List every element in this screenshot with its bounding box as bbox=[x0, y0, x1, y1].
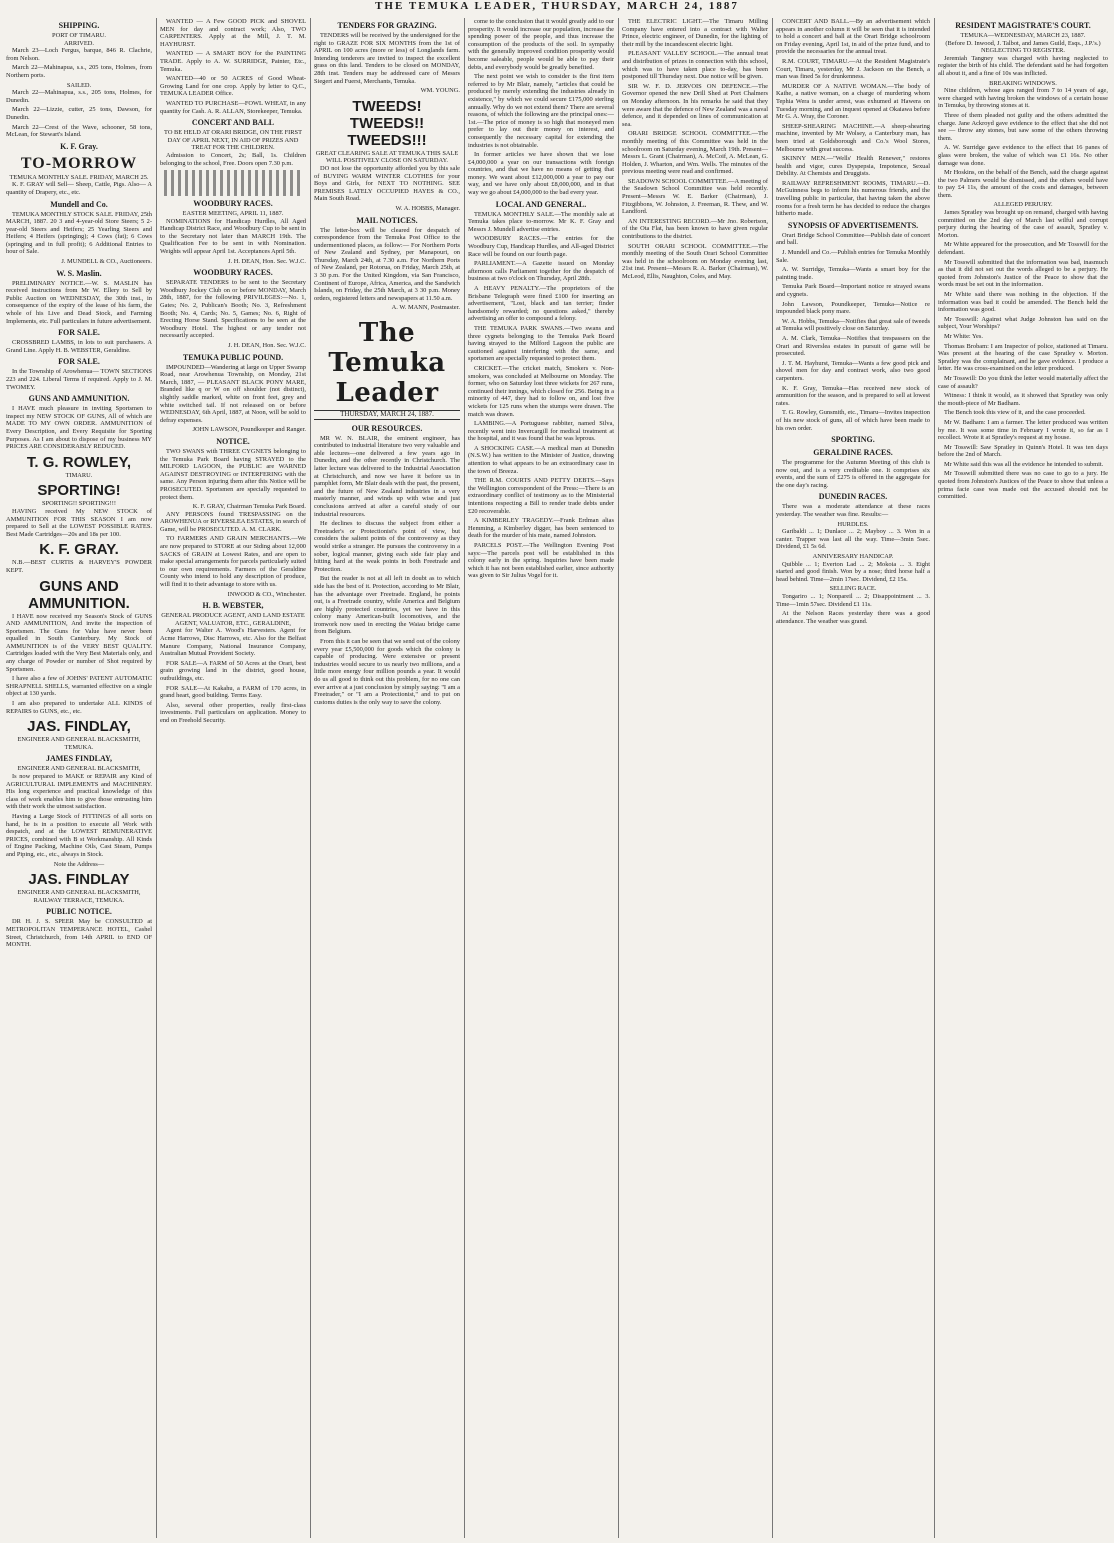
paragraph: K. F. GRAY will Sell— Sheep, Cattle, Pigs. Also— A quantity of Drapery, etc., etc. bbox=[6, 181, 152, 196]
subheading: ANNIVERSARY HANDICAP. bbox=[812, 553, 894, 561]
paragraph: IMPOUNDED—Wandering at large on Upper Swamp Road, near Arowhenua Township, on Monday, 21st March, 1887, — PLEASANT BLACK PONY MARE, Branded like q or W on off shoulder (not distinct), slightly saddle marked, white on front feet, grey and white switched tail. If not released on or before WEDNESDAY, 6th April, 1887, at Noon, will be sold to defray expenses. bbox=[160, 363, 306, 424]
paragraph: Also, several other properties, really first-class investments. Full particulars on application. Money to end on Freehold Security. bbox=[160, 701, 306, 724]
column-1 bbox=[6, 18, 152, 1538]
paragraph: There was a moderate attendance at these races yesterday. The weather was fine. Results:— bbox=[776, 503, 930, 519]
paragraph: MURDER OF A NATIVE WOMAN.—The body of Kaihe, a native woman, on a charge of murdering whom Tephia Wera is under arrest, was exhumed at Hawera on Tuesday morning, and an inquest opened at Okaiawa before Mr G. A. Wray, the Coroner. bbox=[776, 82, 930, 121]
paragraph: The Bench took this view of it, and the case proceeded. bbox=[944, 409, 1086, 417]
display-heading: K. F. GRAY. bbox=[39, 541, 119, 559]
heading: LOCAL AND GENERAL. bbox=[495, 199, 587, 209]
paragraph: March 23—Loch Fergus, barque, 846 R. Clachrie, from Nelson. bbox=[6, 47, 152, 62]
subheading: NEGLECTING TO REGISTER. bbox=[980, 47, 1066, 55]
subheading: TEMUKA MONTHLY SALE. FRIDAY, MARCH 25. bbox=[9, 173, 149, 181]
heading: GERALDINE RACES. bbox=[813, 448, 893, 458]
paragraph: J. Mundell and Co.—Publish entries for Temuka Monthly Sale. bbox=[776, 249, 930, 264]
subheading: BREAKING WINDOWS. bbox=[989, 79, 1057, 87]
paragraph: WANTED TO PURCHASE—FOWL WHEAT, in any quantity for Cash. A. R. ALLAN, Storekeeper, Temuka. bbox=[160, 99, 306, 115]
signature: K. F. GRAY, Chairman Temuka Park Board. bbox=[192, 503, 306, 511]
paragraph: Mr Tosswill: Against what Judge Johnston has said on the subject, Your Worships? bbox=[938, 315, 1108, 331]
signature: J. MUNDELL & CO., Auctioneers. bbox=[61, 258, 152, 266]
paragraph: Nine children, whose ages ranged from 7 to 14 years of age, were charged with having broken the windows of a certain house in Temuka, by throwing stones at it. bbox=[938, 87, 1108, 110]
paragraph: MR W. N. BLAIR, the eminent engineer, has contributed to industrial literature two very valuable and able lectures—one delivered a few years ago in Dunedin, and the other recently in Christchurch. The latter lecture was delivered to the Industrial Association at Christchurch, and now we have it before us in pamphlet form, Mr Blair deals with the past, the present, and the future of New Zealand industries in a very masterly manner, and winds up with wise and just conclusions arrived at after a careful study of our industrial resources. bbox=[314, 434, 460, 518]
heading: SHIPPING. bbox=[58, 21, 100, 30]
column-2 bbox=[160, 18, 306, 1538]
signature: A. W. MANN, Postmaster. bbox=[391, 304, 460, 312]
paragraph: come to the conclusion that it would greatly add to our prosperity. It would increase our population, increase the spending power of the people, and thus increase the consumption of the products of the soil. In sympathy with the generally improved condition prosperity would become saleable, people would be able to pay their debts, and everybody would be greatly benefited. bbox=[468, 18, 614, 71]
paragraph: James Spratley was brought up on remand, charged with having committed on the 2nd day of March last wilful and corrupt perjury during the hearing of the case of assault, Spratley v. Morton. bbox=[938, 209, 1108, 239]
column-rule bbox=[934, 18, 935, 1538]
paragraph: Mr White appeared for the prosecution, and Mr Tosswill for the defendant. bbox=[938, 241, 1108, 257]
signature: J. H. DEAN, Hon. Sec. W.J.C. bbox=[228, 257, 306, 265]
paragraph: A HEAVY PENALTY.—The proprietors of the Brisbane Telegraph were fined £100 for inserting an advertisement, "Lost, black and tan terrier; finder handsomely rewarded; no questions asked," thereby advertising an offer to compound a felony. bbox=[468, 285, 614, 323]
paragraph: ANY PERSONS found TRESPASSING on the AROWHENUA or RIVERSLEA ESTATES, in search of Game, will be PROSECUTED. A. M. CLARK. bbox=[160, 510, 306, 533]
paragraph: SHEEP-SHEARING MACHINE.—A sheep-shearing machine, invented by Mr Wolsey, a Canterbury man, has been tried at Goldsborough and Co.'s Wool Stores, Melbourne with great success. bbox=[776, 122, 930, 153]
subheading: SPORTING!! SPORTING!!! bbox=[42, 500, 116, 508]
paragraph: DO not lose the opportunity afforded you by this sale of BUYING WARM WINTER CLOTHES for your Boys and Girls, for NEXT TO NOTHING. SEE PREMISES LATELY OCCUPIED HAYES & CO., Main South Road. bbox=[314, 164, 460, 203]
paragraph: The next point we wish to consider is the first item referred to by Mr Blair, namely, "articles that could be produced by merely extending the industries already in existence," by which we could secure £175,000 sterling annually. Why do we not extend them? There are several reasons, of which the following are the principal ones:—1st.—The price of money is so high that moneyed men prefer to lay out their money on interest, and consequently the necessary capital for extending the industries is not obtainable. bbox=[468, 73, 614, 149]
subheading: ENGINEER AND GENERAL BLACKSMITH, bbox=[17, 765, 141, 773]
heading: CONCERT AND BALL bbox=[191, 118, 275, 128]
subheading: SAILED. bbox=[66, 81, 92, 89]
paragraph: Mr Tosswill: Do you think the letter would materially affect the case of assault? bbox=[938, 374, 1108, 390]
paragraph: A SHOCKING CASE.—A medical man at Dunedin (N.S.W.) has written to the Minister of Justice, drawing attention to what appears to be an extraordinary case in the town of Breeza. bbox=[468, 444, 614, 475]
paragraph: PARCELS POST.—The Wellington Evening Post says:—The parcels post will be established in this colony early in the spring. Inquiries have been made which it has not been established earlier, since authority was given to Sir Julius Vogel for it. bbox=[468, 542, 614, 580]
subheading: EASTER MEETING, APRIL 11, 1887. bbox=[182, 210, 284, 218]
subheading: SELLING RACE. bbox=[829, 585, 877, 593]
subheading: ENGINEER AND GENERAL BLACKSMITH, TEMUKA. bbox=[17, 736, 141, 751]
paragraph: HAVING received My NEW STOCK of AMMUNITION FOR THIS SEASON I am now prepared to Sell at the LOWEST POSSIBLE RATES. Best Made Cartridges—20s and 18s per 100. bbox=[6, 507, 152, 538]
signature: JOHN LAWSON, Poundkeeper and Ranger. bbox=[192, 426, 306, 434]
heading: JAMES FINDLAY, bbox=[45, 754, 113, 764]
heading: TEMUKA PUBLIC POUND. bbox=[182, 352, 284, 362]
paragraph: March 22—Mahinapua, s.s., 205 tons, Holmes, from Northern ports. bbox=[6, 64, 152, 79]
paragraph: In former articles we have shown that we lose £4,000,000 a year on our transactions with foreign countries, and that we have no means of getting that money. We want about £12,000,000 a year to pay our way, and we have only about £8,000,000, and in that way we go about £4,000,000 to the bad every year. bbox=[468, 151, 614, 197]
signature: W. A. HOBBS, Manager. bbox=[395, 204, 460, 212]
paragraph: In the Township of Arowhenua— TOWN SECTIONS 223 and 224. Liberal Terms if required. Apply to J. M. TWOMEY. bbox=[6, 368, 152, 391]
paragraph: SOUTH ORARI SCHOOL COMMITTEE.—The monthly meeting of the South Orari School Committee was held in the schoolroom on Monday evening last, 21st inst. Present—Messrs R. A. Barker (Chairman), W. McLeod, Ellis, Naughton, Coles, and May. bbox=[622, 242, 768, 280]
paragraph: THE TEMUKA PARK SWANS.—Two swans and three cygnets belonging to the Temuka Park Board having strayed to the Milford Lagoon the public are cautioned against interfering with the same, and sportsmen are specially requested to protect them. bbox=[468, 324, 614, 363]
subheading: TEMUKA—WEDNESDAY, MARCH 23, 1887. bbox=[960, 32, 1086, 39]
column-rule bbox=[464, 18, 465, 1538]
column-rule bbox=[772, 18, 773, 1538]
paragraph: I HAVE now received my Season's Stock of GUNS AND AMMUNITION, And invite the inspection of Sportsmen. The Guns for Value have never been equalled in South Canterbury. My Stock of AMMUNITION is of the VERY BEST QUALITY. Cartridges loaded with the Very Best Materials only, and any charge of Powder or number of Shot required by Sportsmen. bbox=[6, 612, 152, 673]
paragraph: SEADOWN SCHOOL COMMITTEE.—A meeting of the Seadown School Committee was held recently. Present—Messrs W. E. Barker (Chairman), J. Fitzgibbons, W. Johnston, J. Freeman, R. Thew, and W. Landford. bbox=[622, 177, 768, 216]
newspaper-title: The Temuka Leader bbox=[328, 318, 446, 409]
paragraph: TENDERS will be received by the undersigned for the right to GRAZE FOR SIX MONTHS from the 1st of APRIL on 100 acres (more or less) of Longlands farm. Intending tenderers are invited to inspect the excellent grass on this land. Tenders to be closed on MONDAY, 28th inst. Tenders may be addressed care of Messrs Siegert and Fuerst, Merchants, Temuka. bbox=[314, 32, 460, 85]
paragraph: CROSSBRED LAMBS, in lots to suit purchasers. A Grand Line. Apply H. B. WEBSTER, Geraldine. bbox=[6, 339, 152, 354]
heading: DUNEDIN RACES. bbox=[818, 492, 888, 502]
subheading: TO BE HELD AT ORARI BRIDGE, ON THE FIRST DAY OF APRIL NEXT, IN AID OF PRIZES AND TREAT FOR THE CHILDREN. bbox=[164, 129, 302, 152]
column-3 bbox=[314, 18, 460, 1538]
paragraph: J. T. M. Hayhurst, Temuka—Wants a few good pick and shovel men for day and contract work, also two good carpenters. bbox=[776, 359, 930, 382]
paragraph: Admission to Concert, 2s; Ball, 1s. Children belonging to the school, Free. Doors open 7.30 p.m. bbox=[160, 151, 306, 167]
subheading: GREAT CLEARING SALE AT TEMUKA THIS SALE WILL POSITIVELY CLOSE ON SATURDAY. bbox=[315, 149, 459, 165]
paragraph: A. W. Surridge gave evidence to the effect that 16 panes of glass were broken, the value of which was £1 16s. No other damage was done. bbox=[938, 144, 1108, 167]
column-rule bbox=[618, 18, 619, 1538]
paragraph: TEMUKA MONTHLY SALE.—The monthly sale at Temuka takes place to-morrow. Mr K. F. Gray and Messrs J. Mundell advertise entries. bbox=[468, 210, 614, 233]
heading: RESIDENT MAGISTRATE'S COURT. bbox=[955, 21, 1091, 30]
paragraph: WANTED — A SMART BOY for the PAINTING TRADE. Apply to A. W. SURRIDGE, Painter, Etc., Temuka. bbox=[160, 50, 306, 73]
paragraph: John Lawson, Poundkeeper, Temuka—Notice re impounded black pony mare. bbox=[776, 300, 930, 316]
paragraph: THE R.M. COURTS AND PETTY DEBTS.—Says the Wellington correspondent of the Press:—There is an extraordinary conflict of testimony as to the Ministerial intentions respecting a Bill to render trade debts under £20 recoverable. bbox=[468, 477, 614, 515]
paragraph: Three of them pleaded not guilty and the others admitted the charge. Jane Ackroyd gave evidence to the effect that she did not see — throw any stones, but saw some of the others throwing them. bbox=[938, 111, 1108, 142]
subheading: PORT OF TIMARU. bbox=[52, 32, 106, 39]
paragraph: N.B.—BEST CURTIS & HARVEY'S POWDER KEPT. bbox=[6, 559, 152, 574]
paragraph: Mr White said there was nothing in the objection. If the information was bad it could be amended. The Bench held the information was good. bbox=[938, 291, 1108, 314]
paragraph: March 22—Lizzie, cutter, 25 tons, Dawson, for Dunedin. bbox=[6, 106, 152, 121]
display-heading: JAS. FINDLAY bbox=[28, 871, 130, 889]
paragraph: W. A. Hobbs, Temuka—Notifies that great sale of tweeds at Temuka will positively close on Saturday. bbox=[776, 317, 930, 333]
paragraph: Garibaldi ... 1; Dunlace ... 2; Mayboy ... 3. Won in a canter. Trapper was last all the way. Time—3min 5sec. Dividend, £1 5s 6d. bbox=[776, 528, 930, 551]
paragraph: NOMINATIONS for Handicap Hurdles, All Aged Handicap District Race, and Woodbury Cup to be sent in to the Secretary not later than MARCH 19th. The Qualification Fee to be sent in with Nomination. Weights will appear April 1st. Acceptances April 5th. bbox=[160, 217, 306, 256]
heading: FOR SALE. bbox=[58, 328, 100, 338]
paragraph: TO FARMERS AND GRAIN MERCHANTS.—We are now prepared to STORE at our Siding about 12,000 SACKS of GRAIN at Lowest Rates, and are open to make special arrangements for parcels particularly suited to our own requirements. Farmers of the Geraldine County who intend to hold any description of produce, will find it to their advantage to store with us. bbox=[160, 535, 306, 589]
paragraph: Mr Tosswill submitted there was no case to go to a jury. He quoted from Johnston's Justices of the Peace to show that unless a prima facie case was made out the accused should not be committed. bbox=[938, 470, 1108, 501]
paragraph: TWO SWANS with THREE CYGNETS belonging to the Temuka Park Board having STRAYED to the MILFORD LAGOON, the PUBLIC are WARNED AGAINST DESTROYING or INTERFERING with the same. Any Person injuring them after this Notice will be PROSECUTED. Sportsmen are specially requested to protect them. bbox=[160, 447, 306, 501]
column-4 bbox=[468, 18, 614, 1538]
paragraph: LAMBING.—A Portuguese rabbiter, named Silva, recently went into Invercargill for medical treatment at the hospital, and it was found that he was leprous. bbox=[468, 420, 614, 443]
heading: GUNS AND AMMUNITION. bbox=[28, 394, 130, 404]
heading: PUBLIC NOTICE. bbox=[46, 907, 112, 917]
paragraph: The programme for the Autumn Meeting of this club is now out, and is a very creditable one. It comprises six events, and the sum of £275 is offered in the aggregate for the one day's racing. bbox=[776, 459, 930, 489]
heading: WOODBURY RACES. bbox=[193, 268, 273, 278]
paragraph: PRELIMINARY NOTICE.—W. S. MASLIN has received instructions from Mr W. Ellery to Sell by Public Auction on WEDNESDAY, the 30th inst., in consequence of the expiry of the lease of his farm, the whole of his Live and Dead Stock, and Farming Implements, etc. Full particulars in future advertisement. bbox=[6, 279, 152, 325]
paragraph: From this it can be seen that we send out of the colony every year £5,500,000 for goods which the colony is capable of producing. Were extensive or present industries would secure to us nearly two millions, and a little more energy four million pounds a year. It would do us all good to think out this problem, for no one can ever arrive at a just conclusion by simply saying: "I am a Freetrader," or "I am a Protectionist," and to put on customs duties is the only way to save the colony. bbox=[314, 638, 460, 706]
signature: J. H. DEAN, Hon. Sec. W.J.C. bbox=[228, 342, 306, 349]
column-5 bbox=[622, 18, 768, 1538]
heading: SYNOPSIS OF ADVERTISEMENTS. bbox=[787, 220, 919, 230]
paragraph: The letter-box will be cleared for despatch of correspondence from the Temuka Post Office to the undermentioned places, as follow:— For Northern Ports of New Zealand and Sydney, per Manapouri, on Thursday, March 24th, at 7.30 a.m. For Northern Ports of New Zealand, per Rotorua, on Friday, March 25th, at 3 30 p.m. For the United Kingdom, via San Francisco, Continent of Europe, Africa, America, and the Sandwich Islands, on Friday, the 25th March, at 3 30 p.m. Money orders, registered letters and newspapers at 11.50 a.m. bbox=[314, 226, 460, 302]
subheading: ARRIVED. bbox=[64, 39, 94, 47]
paragraph: I HAVE much pleasure in inviting Sportsmen to inspect my NEW STOCK OF GUNS, All of which are MADE TO MY OWN ORDER. AMMUNITION of Every Description, and Every Requisite for Sporting Purposes. As I am about to dispose of my business MY PRICES ARE CONSIDERABLY REDUCED. bbox=[6, 405, 152, 451]
subheading: TIMARU. bbox=[65, 471, 93, 479]
paragraph: R.M. COURT, TIMARU.—At the Resident Magistrate's Court, Timaru, yesterday, Mr J. Jackson on the Bench, a man was fined 5s for drunkenness. bbox=[776, 57, 930, 81]
paragraph: Orari Bridge School Committee—Publish date of concert and ball. bbox=[776, 231, 930, 247]
paragraph: RAILWAY REFRESHMENT ROOMS, TIMARU.—D. McGuinness begs to inform his numerous friends, and the travelling public in particular, that having taken the above rooms for a fresh term he has decided to reduce the charges hitherto made. bbox=[776, 179, 930, 218]
heading: W. S. Maslin. bbox=[56, 268, 102, 278]
paragraph: Agent for Walter A. Wood's Harvesters. Agent for Acme Harrows, Disc Harrows, etc. Also for the Belfast Manure Company, National Insurance Company, Australian Mutual Provident Society. bbox=[160, 627, 306, 658]
subheading: HURDLES. bbox=[837, 520, 869, 528]
column-rule bbox=[310, 18, 311, 1538]
heading: FOR SALE. bbox=[58, 357, 100, 367]
paragraph: I am also prepared to undertake ALL KINDS of REPAIRS to GUNS, etc., etc. bbox=[6, 700, 152, 715]
paragraph: ORARI BRIDGE SCHOOL COMMITTEE.—The monthly meeting of this Committee was held in the schoolroom on Saturday evening, March 19th. Present—Messrs L. Grant (Chairman), A. McCoif, A. McLean, G. Holden, J. Wharton, and Wm. Wells. The minutes of the previous meeting were read and confirmed. bbox=[622, 130, 768, 176]
paragraph: WOODBURY RACES.—The entries for the Woodbury Cup, Handicap Hurdles, and All-aged District Race will be found on our fourth page. bbox=[468, 235, 614, 258]
paragraph: He declines to discuss the subject from either a Freetrader's or Protectionist's point of view, but considers the salient points of the controversy as they would strike a stranger. He pursues the controversy in a sober, logical manner, giving each side fair play and hitting hard at the weak points in both Freetrade and Protection. bbox=[314, 520, 460, 573]
paragraph: CRICKET.—The cricket match, Smokers v. Non-smokers, was concluded at Melbourne on Monday. The former, who on Saturday lost three wickets for 267 runs, continued their innings, which closed for 256. Being in a minority of 447, they had to follow on, and lost five wickets for 125 runs when the stumps were drawn. The match was drawn. bbox=[468, 364, 614, 418]
paragraph: Mr Tosswill: Saw Spratley in Quinn's Hotel. It was ten days before the 2nd of March. bbox=[938, 443, 1108, 459]
paragraph: Witness: I think it would, as it showed that Spratley was only the mouth-piece of Mr Badham. bbox=[938, 392, 1108, 407]
paragraph: At the Nelson Races yesterday there was a good attendance. The weather was grand. bbox=[776, 610, 930, 625]
subheading: ALLEGED PERJURY. bbox=[993, 201, 1053, 209]
heading: TENDERS FOR GRAZING. bbox=[337, 21, 437, 30]
heading: H. B. WEBSTER, bbox=[202, 601, 264, 611]
paragraph: A KIMBERLEY TRAGEDY.—Frank Erdman alias Hemming, a Kimberley digger, has been sentenced to death for the murder of his mate, named Johnston. bbox=[468, 517, 614, 540]
paragraph: SIR W. F. D. JERVOIS ON DEFENCE.—The Governor opened the new Drill Shed at Port Chalmers on Monday afternoon. In his remarks he said that they were aware that the defence of New Zealand was a naval defence, and it depended on lines of communication at sea. bbox=[622, 82, 768, 128]
paragraph: March 22—Mahinapua, s.s., 205 tons, Holmes, for Dunedin. bbox=[6, 89, 152, 104]
heading: Mundell and Co. bbox=[50, 199, 108, 209]
paragraph: FOR SALE—A FARM of 50 Acres at the Orari, best grain growing land in the district, good house, outbuildings, etc. bbox=[160, 659, 306, 682]
subheading: GENERAL PRODUCE AGENT, AND LAND ESTATE AGENT, VALUATOR, ETC., GERALDINE, bbox=[161, 612, 305, 627]
paragraph: AN INTERESTING RECORD.—Mr Jno. Robertson, of the Ota Flat, has been known to have given regular contributions to the district. bbox=[622, 217, 768, 241]
paragraph: Mr Hoskins, on the behalf of the Bench, said the charge against the two Palmers would be dismissed, and the others would have to pay £4 11s, the amount of the costs and damages, between them. bbox=[938, 169, 1108, 199]
signature: INWOOD & CO., Winchester. bbox=[227, 590, 306, 598]
paragraph: T. G. Rowley, Gunsmith, etc., Timaru—Invites inspection of his new stock of guns, all of which have been made to his own order. bbox=[776, 409, 930, 432]
paragraph: TEMUKA MONTHLY STOCK SALE. FRIDAY, 25th MARCH, 1887. 20 3 and 4-year-old Store Steers; 5 2-year-old Steers and Heifers; 25 Yearling Steers and Heifers; 4 Heifers (springing); 4 Cows (fat); 6 Cows (springing and in full profit); 6 Additional Entries to hour of Sale. bbox=[6, 210, 152, 256]
heading: K. F. Gray. bbox=[60, 141, 98, 151]
signature: WM. YOUNG. bbox=[420, 87, 460, 95]
subheading: Note the Address— bbox=[53, 860, 105, 868]
heading: SPORTING. bbox=[831, 435, 875, 445]
paragraph: March 22—Crest of the Wave, schooner, 58 tons, McLean, for Stewart's Island. bbox=[6, 123, 152, 139]
paragraph: A. W. Surridge, Temuka—Wants a smart boy for the painting trade. bbox=[776, 266, 930, 281]
paragraph: Mr White: Yes. bbox=[944, 332, 983, 340]
paragraph: Jeremiah Tangney was charged with having neglected to register the birth of his child. The defendant said he had forgotten all about it, and a fine of 10s was inflicted. bbox=[938, 54, 1108, 77]
paragraph: Mr W. Badham: I am a farmer. The letter produced was written by me. It was some time in February I wrote it, so far as I recollect. Wrote it at Spratley's request at my house. bbox=[938, 418, 1108, 442]
display-heading: T. G. ROWLEY, bbox=[26, 453, 132, 471]
heading: MAIL NOTICES. bbox=[356, 215, 418, 225]
display-heading: GUNS AND AMMUNITION. bbox=[28, 577, 130, 612]
paragraph: SEPARATE TENDERS to be sent to the Secretary Woodbury Jockey Club on or before MONDAY, March 28th, 1887, for the following PRIVILEGES:—No. 1, Gates; No. 2, Publican's Booth; No. 3, Refreshment Booth; No. 4, Cards; No. 5, Games; No. 6, Right of Erecting Horse Stand. Specifications to be seen at the Woodbury Hotel. The highest or any tender not necessarily accepted. bbox=[160, 279, 306, 340]
heading: WOODBURY RACES. bbox=[193, 199, 273, 209]
paragraph: PARLIAMENT.—A Gazette issued on Monday afternoon calls Parliament together for the despatch of business at two o'clock on Thursday, April 28th. bbox=[468, 260, 614, 283]
paragraph: Having a Large Stock of FITTINGS of all sorts on hand, he is in a position to execute all Work with despatch, and at the LOWEST REMUNERATIVE PRICES, combined with B st Workmanship. All Kinds of Engine Packing, Machine Oils, Cast Steam, Pumps and Piping, etc., etc., always in Stock. bbox=[6, 812, 152, 858]
paragraph: Temuka Park Board—Important notice re strayed swans and cygnets. bbox=[776, 283, 930, 298]
paragraph: Is now prepared to MAKE or REPAIR any Kind of AGRICULTURAL IMPLEMENTS and MACHINERY. His long experience and practical knowledge of this class of work enables him to give those entrusting him with their work the utmost satisfaction. bbox=[6, 773, 152, 811]
heading: NOTICE. bbox=[216, 436, 250, 446]
display-heading: TWEEDS! TWEEDS!! TWEEDS!!! bbox=[347, 97, 427, 149]
paragraph: K. F. Gray, Temuka—Has received new stock of ammunition for the season, and is prepared to sell at lowest rates. bbox=[776, 384, 930, 407]
heading: OUR RESOURCES. bbox=[351, 423, 423, 433]
display-heading: SPORTING! bbox=[37, 482, 121, 500]
paragraph: THE ELECTRIC LIGHT.—The Timaru Milling Company have entered into a contract with Walter Prince, electric engineer, of Dunedin, for the lighting of their mill by the incandescent electric light. bbox=[622, 18, 768, 48]
paragraph: Tongariro ... 1; Nonpareil ... 2; Disappointment ... 3. Time—1min 57sec. Dividend £1 11s. bbox=[776, 593, 930, 608]
display-heading: JAS. FINDLAY, bbox=[27, 718, 131, 736]
column-rule bbox=[156, 18, 157, 1538]
paragraph: Mr Tosswill submitted that the information was bad, inasmuch as that it did not set out the words alleged to be a perjury. He quoted from Johnston's Justice of the Peace to show that the words must be set out in the information. bbox=[938, 258, 1108, 289]
big-heading: TO-MORROW bbox=[20, 154, 138, 172]
subheading: ENGINEER AND GENERAL BLACKSMITH, RAILWAY TERRACE, TEMUKA. bbox=[17, 889, 141, 904]
paragraph: FOR SALE—At Kakahu, a FARM of 170 acres, in grand heart, good building. Terms Easy. bbox=[160, 684, 306, 700]
paragraph: Thomas Brobam: I am Inspector of police, stationed at Timaru. Was present at the hearing of the case Spratley v. Morton. Spratley was the complainant, and he gave evidence. I produce a letter. He was cross-examined on the letter produced. bbox=[938, 342, 1108, 373]
masthead: THE TEMUKA LEADER, THURSDAY, MARCH 24, 1887 bbox=[375, 0, 739, 12]
paragraph: I have also a few of JOHNS' PATENT AUTOMATIC SHRAPNELL SHELLS, warranted effective on a single object at 130 yards. bbox=[6, 675, 152, 698]
paragraph: But the reader is not at all left in doubt as to which side has the best of it. Protection, according to Mr Blair, has the advantage over Freetrade. England, he points out, is a Freetrade country, while America and Belgium are highly protected countries, yet we have in this colony many American-built locomotives, and the ironwork now used in erecting the Waiau bridge came from Belgium. bbox=[314, 575, 460, 636]
paragraph: WANTED—40 or 50 ACRES of Good Wheat-Growing Land for one crop. Apply by letter to Q.C., TEMUKA LEADER Office. bbox=[160, 75, 306, 98]
column-6 bbox=[776, 18, 930, 1538]
paragraph: CONCERT AND BALL.—By an advertisement which appears in another column it will be seen that it is intended to hold a concert and ball at the Orari Bridge schoolroom on Friday evening, April 1st, in aid of the prize fund, and to provide the necessaries for the annual treat. bbox=[776, 18, 930, 56]
paragraph: Mr White said this was all the evidence he intended to submit. bbox=[944, 460, 1104, 468]
paragraph: DR H. J. S. SPEER May be CONSULTED at METROPOLITAN TEMPERANCE HOTEL, Cashel Street, Christchurch, from 14th APRIL to END OF MONTH. bbox=[6, 918, 152, 949]
race-horses-woodcut-icon bbox=[164, 170, 302, 196]
paragraph: A. M. Clark, Temuka—Notifies that trespassers on the Orari and Riverslea estates in pursuit of game will be prosecuted. bbox=[776, 334, 930, 358]
column-7 bbox=[938, 18, 1108, 1538]
paragraph: PLEASANT VALLEY SCHOOL.—The annual treat and distribution of prizes in connection with this school, which was to have taken place to-day, has been postponed till Thursday next. Due notice will be given. bbox=[622, 50, 768, 81]
paragraph: SKINNY MEN.—"Wells' Health Renewer," restores health and vigor, cures Dyspepsia, Impotence, Sexual Debility. At Chemists and Druggists. bbox=[776, 155, 930, 178]
paragraph: WANTED — A Few GOOD PICK and SHOVEL MEN for day and contract work; Also, TWO CARPENTERS. Apply at the Mill, J. T. M. HAYHURST. bbox=[160, 18, 306, 48]
dateline: THURSDAY, MARCH 24, 1887. bbox=[314, 410, 460, 420]
subheading: (Before D. Inwood, J. Talbot, and James Guild, Esqs., J.P.'s.) bbox=[945, 39, 1101, 47]
paragraph: Quibble ... 1; Everton Lad ... 2; Mokoia ... 3. Eight started and good finish. Won by a nose; third horse half a head behind. Time—2min 17sec. Dividend, £2 15s. bbox=[776, 560, 930, 583]
